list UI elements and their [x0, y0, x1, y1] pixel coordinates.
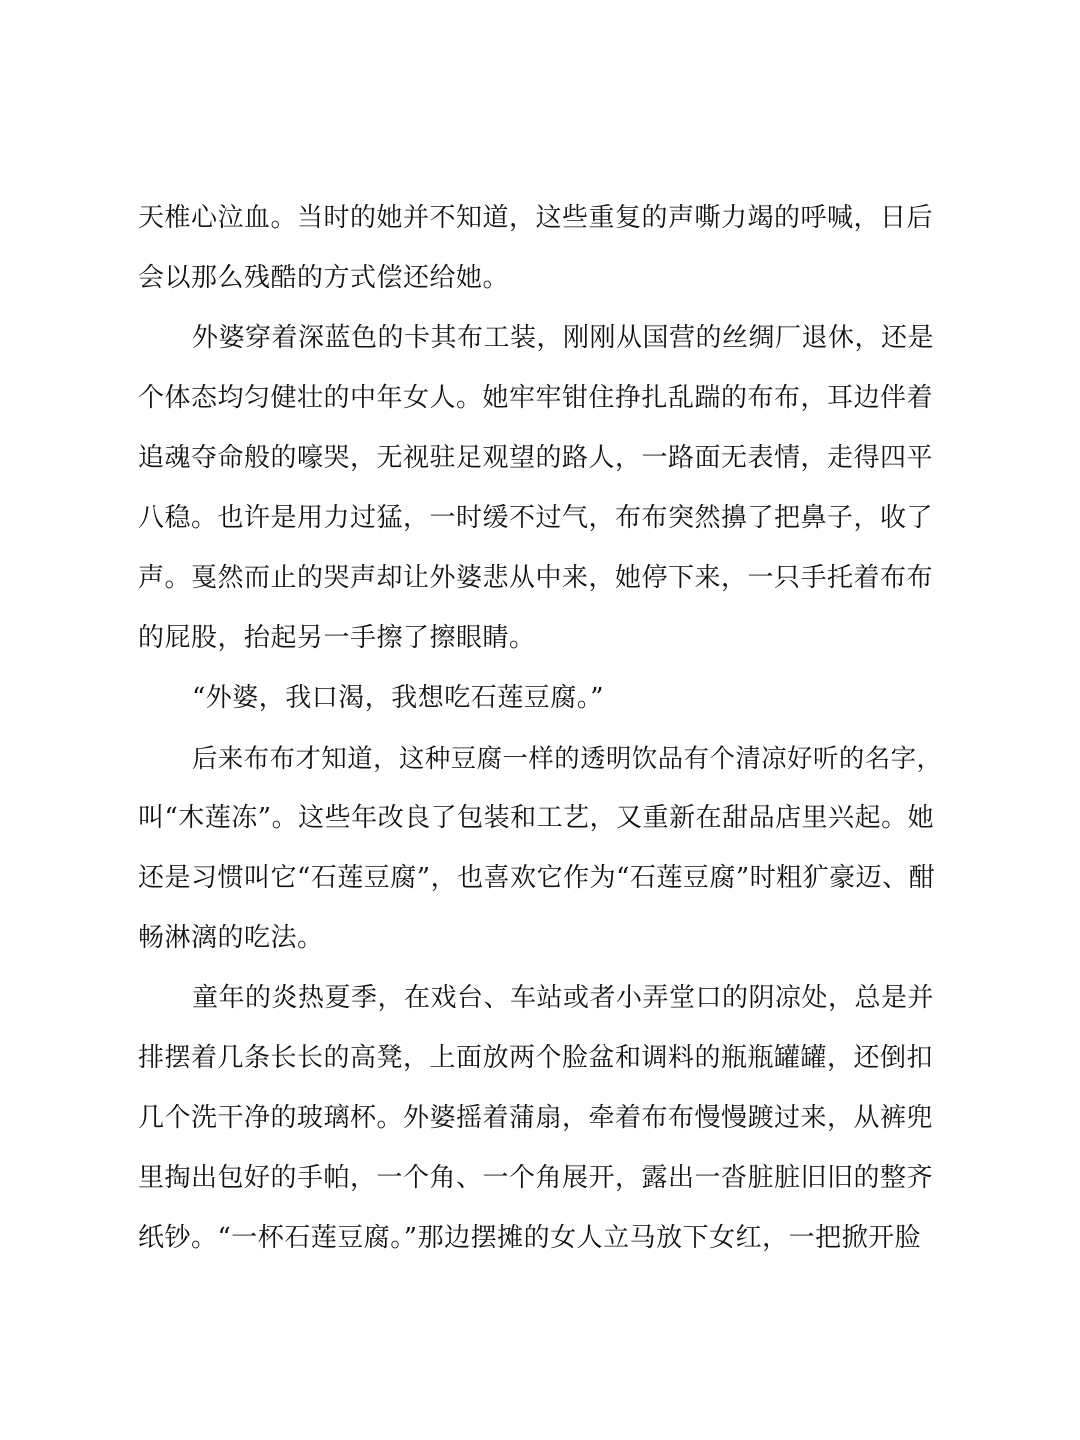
text-line: 八稳。也许是用力过猛，一时缓不过气，布布突然擤了把鼻子，收了: [138, 503, 934, 533]
text-line: 追魂夺命般的嚎哭，无视驻足观望的路人，一路面无表情，走得四平: [138, 443, 934, 473]
text-line: 几个洗干净的玻璃杯。外婆摇着蒲扇，牵着布布慢慢踱过来，从裤兜: [138, 1103, 934, 1133]
text-line: 纸钞。“一杯石莲豆腐。”那边摆摊的女人立马放下女红，一把掀开脸: [138, 1223, 922, 1253]
text-line: 后来布布才知道，这种豆腐一样的透明饮品有个清凉好听的名字，: [192, 743, 943, 773]
text-line: 外婆穿着深蓝色的卡其布工装，刚刚从国营的丝绸厂退休，还是: [192, 323, 935, 353]
text-line: 声。戛然而止的哭声却让外婆悲从中来，她停下来，一只手托着布布: [138, 563, 934, 593]
text-line: 童年的炎热夏季，在戏台、车站或者小弄堂口的阴凉处，总是并: [192, 983, 935, 1013]
text-line: 还是习惯叫它“石莲豆腐”，也喜欢它作为“石莲豆腐”时粗犷豪迈、酣: [138, 863, 936, 893]
text-line: 叫“木莲冻”。这些年改良了包装和工艺，又重新在甜品店里兴起。她: [138, 803, 935, 833]
text-line: 个体态均匀健壮的中年女人。她牢牢钳住挣扎乱踹的布布，耳边伴着: [138, 383, 934, 413]
text-line: 天椎心泣血。当时的她并不知道，这些重复的声嘶力竭的呼喊，日后: [138, 203, 934, 233]
body-text: [138, 188, 958, 1268]
text-line: 里掏出包好的手帕，一个角、一个角展开，露出一沓脏脏旧旧的整齐: [138, 1163, 934, 1193]
text-line: “外婆，我口渴，我想吃石莲豆腐。”: [192, 683, 605, 713]
text-line: 的屁股，抬起另一手擦了擦眼睛。: [138, 623, 536, 653]
text-line: 会以那么残酷的方式偿还给她。: [138, 263, 510, 293]
text-line: 畅淋漓的吃法。: [138, 923, 324, 953]
text-line: 排摆着几条长长的高凳，上面放两个脸盆和调料的瓶瓶罐罐，还倒扣: [138, 1043, 934, 1073]
